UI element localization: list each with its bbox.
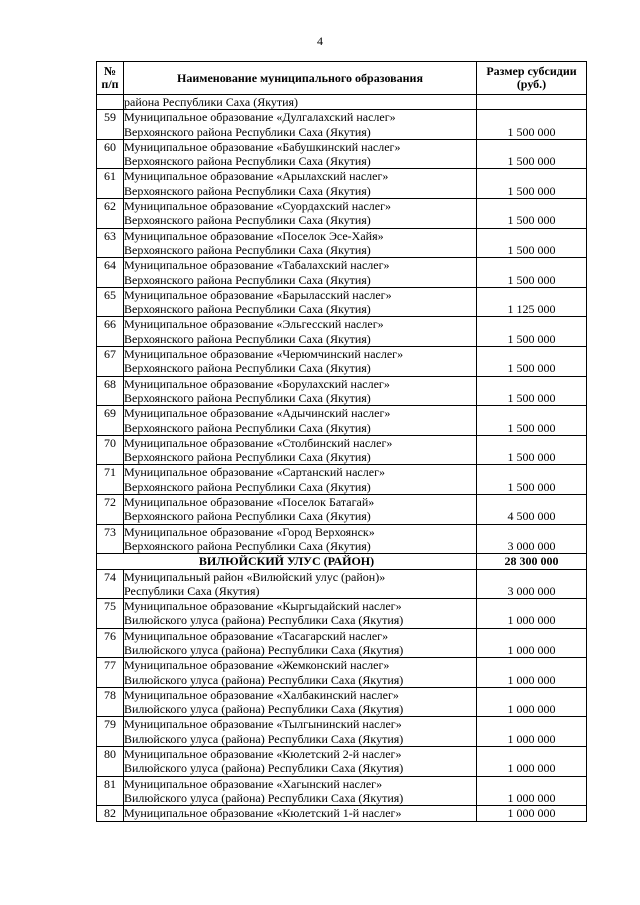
row-amount: 1 500 000 bbox=[477, 376, 587, 406]
row-number: 70 bbox=[97, 435, 124, 465]
row-name bbox=[124, 287, 477, 317]
row-name-line2: Вилюйского улуса (района) Республики Саха (Якутия) bbox=[124, 642, 404, 657]
table-row bbox=[97, 524, 587, 554]
row-number: 76 bbox=[97, 628, 124, 658]
row-amount: 1 000 000 bbox=[477, 658, 587, 688]
row-name-line2: Вилюйского улуса (района) Республики Саха (Якутия) bbox=[124, 702, 404, 717]
table-row bbox=[97, 435, 587, 465]
row-amount: 1 500 000 bbox=[477, 317, 587, 347]
row-amount: 1 000 000 bbox=[477, 717, 587, 747]
continuation-line: района Республики Саха (Якутия) bbox=[124, 95, 299, 109]
row-name-line2: Верхоянского района Республики Саха (Якутия) bbox=[124, 302, 371, 317]
table-row bbox=[97, 287, 587, 317]
row-name-line1: Муниципальное образование «Адычинский наслег» bbox=[124, 406, 391, 421]
row-name-line2: Верхоянского района Республики Саха (Якутия) bbox=[124, 538, 371, 553]
row-amount: 1 500 000 bbox=[477, 169, 587, 199]
row-number: 81 bbox=[97, 776, 124, 806]
row-number: 72 bbox=[97, 495, 124, 525]
row-amount: 1 000 000 bbox=[477, 776, 587, 806]
row-name-line2: Верхоянского района Республики Саха (Якутия) bbox=[124, 124, 371, 139]
row-number: 67 bbox=[97, 347, 124, 377]
row-number: 62 bbox=[97, 199, 124, 229]
row-name bbox=[124, 465, 477, 495]
row-amount: 1 000 000 bbox=[477, 599, 587, 629]
table-row bbox=[97, 169, 587, 199]
table-row bbox=[97, 717, 587, 747]
row-name bbox=[124, 435, 477, 465]
table-header-row bbox=[97, 62, 587, 95]
row-name-line1: Муниципальное образование «Суордахский наслег» bbox=[124, 199, 392, 214]
row-name bbox=[124, 406, 477, 436]
row-name bbox=[124, 495, 477, 525]
row-name bbox=[124, 347, 477, 377]
table-row bbox=[97, 110, 587, 140]
row-name bbox=[124, 524, 477, 554]
row-name bbox=[124, 317, 477, 347]
row-name bbox=[124, 658, 477, 688]
row-name-line2: Верхоянского района Республики Саха (Якутия) bbox=[124, 242, 371, 257]
row-amount: 1 500 000 bbox=[477, 139, 587, 169]
row-number: 79 bbox=[97, 717, 124, 747]
row-name-line2: Верхоянского района Республики Саха (Якутия) bbox=[124, 331, 371, 346]
row-amount bbox=[477, 95, 587, 110]
row-amount: 1 500 000 bbox=[477, 435, 587, 465]
table-row bbox=[97, 495, 587, 525]
row-name-line2: Верхоянского района Республики Саха (Якутия) bbox=[124, 509, 371, 524]
row-name-line2: Вилюйского улуса (района) Республики Саха (Якутия) bbox=[124, 672, 404, 687]
row-name-line1: Муниципальное образование «Кюлетский 2-й наслег» bbox=[124, 747, 402, 762]
row-name bbox=[124, 687, 477, 717]
row-amount: 1 500 000 bbox=[477, 228, 587, 258]
continuation-row bbox=[97, 95, 587, 110]
table-row bbox=[97, 199, 587, 229]
row-number: 59 bbox=[97, 110, 124, 140]
row-amount: 1 500 000 bbox=[477, 347, 587, 377]
subsidy-table bbox=[96, 61, 587, 822]
row-number bbox=[97, 95, 124, 110]
row-name bbox=[124, 717, 477, 747]
row-name-line1: Муниципальное образование «Халбакинский наслег» bbox=[124, 687, 399, 702]
row-name bbox=[124, 139, 477, 169]
row-amount: 1 000 000 bbox=[477, 628, 587, 658]
row-name bbox=[124, 806, 477, 821]
header-number-line2: п/п bbox=[101, 77, 119, 91]
row-name-line2: Верхоянского района Республики Саха (Якутия) bbox=[124, 420, 371, 435]
row-name-line1: Муниципальное образование «Бабушкинский наслег» bbox=[124, 139, 401, 154]
row-name bbox=[124, 258, 477, 288]
table-row bbox=[97, 776, 587, 806]
table-row bbox=[97, 139, 587, 169]
row-amount: 1 000 000 bbox=[477, 687, 587, 717]
row-name-line2: Верхоянского района Республики Саха (Якутия) bbox=[124, 272, 371, 287]
row-name-line1: Муниципальное образование «Поселок Батагай» bbox=[124, 495, 375, 510]
row-number: 64 bbox=[97, 258, 124, 288]
row-name-line2: Верхоянского района Республики Саха (Якутия) bbox=[124, 479, 371, 494]
row-name-line2: Верхоянского района Республики Саха (Якутия) bbox=[124, 213, 371, 228]
row-name-line2: Верхоянского района Республики Саха (Якутия) bbox=[124, 390, 371, 405]
row-name-line1: Муниципальный район «Вилюйский улус (район)» bbox=[124, 569, 386, 584]
row-name bbox=[124, 199, 477, 229]
row-name-line1: Муниципальное образование «Поселок Эсе-Хайя» bbox=[124, 228, 384, 243]
table-row bbox=[97, 347, 587, 377]
header-amount-line2: (руб.) bbox=[516, 77, 547, 91]
row-number: 77 bbox=[97, 658, 124, 688]
table-row bbox=[97, 747, 587, 777]
row-number: 69 bbox=[97, 406, 124, 436]
table-row bbox=[97, 406, 587, 436]
row-name-line2: Республики Саха (Якутия) bbox=[124, 583, 260, 598]
row-number: 80 bbox=[97, 747, 124, 777]
row-name bbox=[124, 569, 477, 599]
table-row bbox=[97, 569, 587, 599]
row-name-line2: Верхоянского района Республики Саха (Якутия) bbox=[124, 154, 371, 169]
row-number: 65 bbox=[97, 287, 124, 317]
section-amount: 28 300 000 bbox=[477, 554, 587, 569]
header-amount-line1: Размер субсидии bbox=[486, 64, 577, 78]
row-name-line1: Муниципальное образование «Жемконский наслег» bbox=[124, 658, 390, 673]
row-name-line1: Муниципальное образование «Столбинский наслег» bbox=[124, 435, 393, 450]
row-name-line2: Вилюйского улуса (района) Республики Саха (Якутия) bbox=[124, 731, 404, 746]
header-number bbox=[97, 62, 124, 95]
row-name-line2: Вилюйского улуса (района) Республики Саха (Якутия) bbox=[124, 613, 404, 628]
row-name-line2: Вилюйского улуса (района) Республики Саха (Якутия) bbox=[124, 761, 404, 776]
row-name bbox=[124, 776, 477, 806]
row-amount: 1 500 000 bbox=[477, 110, 587, 140]
table-row bbox=[97, 806, 587, 821]
row-name-line1: Муниципальное образование «Сартанский наслег» bbox=[124, 465, 385, 480]
row-name bbox=[124, 110, 477, 140]
row-name-line1: Муниципальное образование «Черюмчинский наслег» bbox=[124, 347, 404, 362]
row-name-line1: Муниципальное образование «Эльгесский наслег» bbox=[124, 317, 384, 332]
section-title: ВИЛЮЙСКИЙ УЛУС (РАЙОН) bbox=[97, 554, 477, 569]
section-row bbox=[97, 554, 587, 569]
header-amount bbox=[477, 62, 587, 95]
row-name bbox=[124, 228, 477, 258]
row-name-line1: Муниципальное образование «Табалахский наслег» bbox=[124, 258, 390, 273]
table-row bbox=[97, 658, 587, 688]
row-name-line1: Муниципальное образование «Барыласский наслег» bbox=[124, 287, 392, 302]
table-row bbox=[97, 628, 587, 658]
row-amount: 1 000 000 bbox=[477, 747, 587, 777]
row-name-line1: Муниципальное образование «Тылгынинский наслег» bbox=[124, 717, 402, 732]
table-row bbox=[97, 317, 587, 347]
row-name-line2: Вилюйского улуса (района) Республики Саха (Якутия) bbox=[124, 790, 404, 805]
row-name-line1: Муниципальное образование «Борулахский наслег» bbox=[124, 376, 390, 391]
row-number: 78 bbox=[97, 687, 124, 717]
row-name-line1: Муниципальное образование «Арылахский наслег» bbox=[124, 169, 389, 184]
row-name-line2: Верхоянского района Республики Саха (Якутия) bbox=[124, 183, 371, 198]
row-name-line1: Муниципальное образование «Хагынский наслег» bbox=[124, 776, 383, 791]
row-name bbox=[124, 599, 477, 629]
page-number: 4 bbox=[317, 34, 323, 48]
row-number: 68 bbox=[97, 376, 124, 406]
row-name-line1: Муниципальное образование «Город Верхоянск» bbox=[124, 524, 375, 539]
row-name-line1: Муниципальное образование «Кыргыдайский наслег» bbox=[124, 599, 402, 614]
row-name bbox=[124, 747, 477, 777]
row-number: 74 bbox=[97, 569, 124, 599]
row-amount: 3 000 000 bbox=[477, 524, 587, 554]
row-name-line1: Муниципальное образование «Тасагарский наслег» bbox=[124, 628, 389, 643]
row-number: 75 bbox=[97, 599, 124, 629]
row-number: 66 bbox=[97, 317, 124, 347]
row-number: 71 bbox=[97, 465, 124, 495]
row-name-line1: Муниципальное образование «Дулгалахский наслег» bbox=[124, 110, 396, 125]
row-number: 73 bbox=[97, 524, 124, 554]
row-amount: 1 500 000 bbox=[477, 199, 587, 229]
row-name-line2: Верхоянского района Республики Саха (Якутия) bbox=[124, 361, 371, 376]
row-amount: 1 000 000 bbox=[477, 806, 587, 821]
row-amount: 1 500 000 bbox=[477, 406, 587, 436]
continuation-text bbox=[124, 95, 477, 110]
row-amount: 4 500 000 bbox=[477, 495, 587, 525]
table-row bbox=[97, 687, 587, 717]
header-number-line1: № bbox=[103, 64, 117, 78]
table-row bbox=[97, 376, 587, 406]
row-name bbox=[124, 628, 477, 658]
table-row bbox=[97, 465, 587, 495]
row-amount: 1 500 000 bbox=[477, 258, 587, 288]
row-amount: 1 125 000 bbox=[477, 287, 587, 317]
row-number: 61 bbox=[97, 169, 124, 199]
row-amount: 1 500 000 bbox=[477, 465, 587, 495]
row-amount: 3 000 000 bbox=[477, 569, 587, 599]
row-name bbox=[124, 169, 477, 199]
row-name bbox=[124, 376, 477, 406]
table-row bbox=[97, 228, 587, 258]
row-name-line1: Муниципальное образование «Кюлетский 1-й наслег» bbox=[124, 806, 402, 821]
row-name-line2: Верхоянского района Республики Саха (Якутия) bbox=[124, 450, 371, 465]
row-number: 60 bbox=[97, 139, 124, 169]
row-number: 63 bbox=[97, 228, 124, 258]
table-row bbox=[97, 599, 587, 629]
table-row bbox=[97, 258, 587, 288]
row-number: 82 bbox=[97, 806, 124, 821]
header-name: Наименование муниципального образования bbox=[124, 62, 477, 95]
